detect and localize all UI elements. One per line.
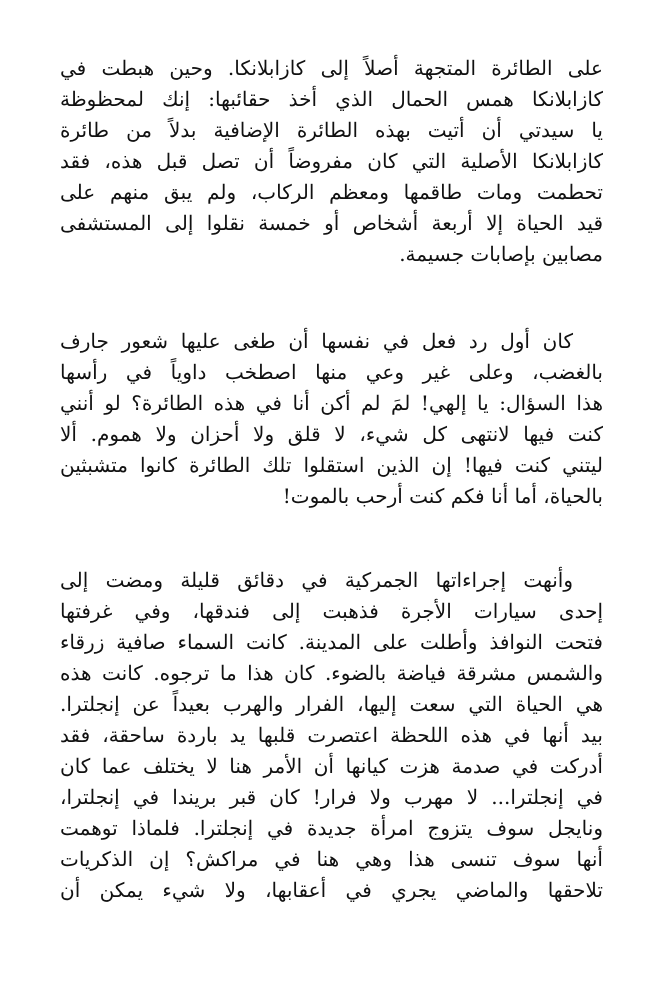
paragraph-line: أنها سوف تنسى هذا وهي هنا في مراكش؟ إن الذكريات <box>60 847 603 871</box>
paragraph-line: تحطمت ومات طاقمها ومعظم الركاب، ولم يبق منهم على <box>60 180 603 204</box>
paragraph-line: ونايجل سوف يتزوج امرأة جديدة في إنجلترا. فلماذا توهمت <box>60 816 603 840</box>
paragraph-line: وأنهت إجراءاتها الجمركية في دقائق قليلة ومضت إلى <box>60 568 573 592</box>
paragraph-line: على الطائرة المتجهة أصلاً إلى كازابلانكا. وحين هبطت في <box>60 56 603 80</box>
paragraph-3 <box>60 565 603 906</box>
paragraph-line: قيد الحياة إلا أربعة أشخاص أو خمسة نقلوا إلى المستشفى <box>60 211 603 235</box>
paragraph-line: كان أول رد فعل في نفسها أن طغى عليها شعور جارف <box>60 329 573 353</box>
paragraph-line: والشمس مشرقة فياضة بالضوء. كان هذا ما ترجوه. كانت هذه <box>60 661 603 685</box>
paragraph-line: إحدى سيارات الأجرة فذهبت إلى فندقها، وفي غرفتها <box>60 599 603 623</box>
paragraph-1 <box>60 53 603 270</box>
paragraph-line: كنت فيها لانتهى كل شيء، لا قلق ولا أحزان ولا هموم. ألا <box>60 422 603 446</box>
paragraph-line: يا سيدتي أن أتيت بهذه الطائرة الإضافية بدلاً من طائرة <box>60 118 603 142</box>
paragraph-line: بيد أنها في هذه اللحظة اعتصرت قلبها يد باردة ساحقة، فقد <box>60 723 603 747</box>
paragraph-line: بالغضب، وعلى غير وعي منها اصطخب داوياً في رأسها <box>60 360 603 384</box>
paragraph-line: ليتني كنت فيها! إن الذين استقلوا تلك الطائرة كانوا متشبثين <box>60 453 603 477</box>
paragraph-line: بالحياة، أما أنا فكم كنت أرحب بالموت! <box>282 484 603 508</box>
paragraph-line: كازابلانكا الأصلية التي كان مفروضاً أن تصل قبل هذه، فقد <box>60 149 603 173</box>
paragraph-line: كازابلانكا همس الحمال الذي أخذ حقائبها: إنك لمحظوظة <box>60 87 603 111</box>
paragraph-2 <box>60 326 603 512</box>
paragraph-line: هي الحياة التي سعت إليها، الفرار والهرب بعيداً عن إنجلترا. <box>60 692 603 716</box>
paragraph-line: في إنجلترا... لا مهرب ولا فرار! كان قبر بريندا في إنجلترا، <box>60 785 603 809</box>
paragraph-line: تلاحقها والماضي يجري في أعقابها، ولا شيء يمكن أن <box>60 878 603 902</box>
paragraph-line: هذا السؤال: يا إلهي! لمَ لم أكن أنا في هذه الطائرة؟ لو أنني <box>60 391 603 415</box>
paragraph-line: فتحت النوافذ وأطلت على المدينة. كانت السماء صافية زرقاء <box>60 630 603 654</box>
paragraph-line: أدركت في صدمة هزت كيانها أن الأمر هنا لا يختلف عما كان <box>60 754 603 778</box>
paragraph-line: مصابين بإصابات جسيمة. <box>399 242 603 266</box>
